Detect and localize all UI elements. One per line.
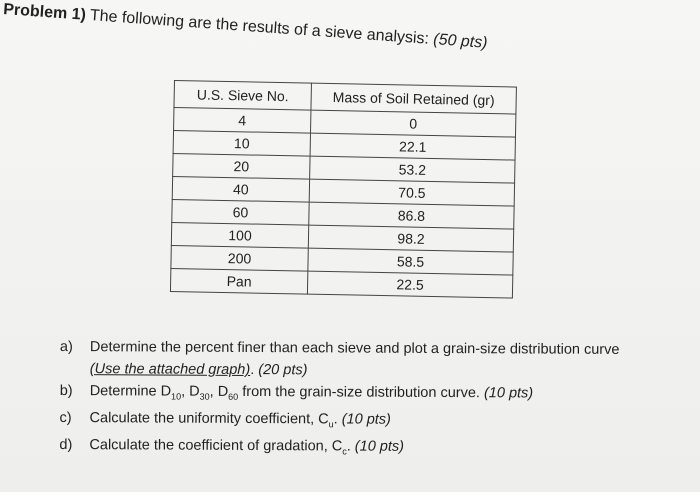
problem-points: (50 pts) [432,31,489,52]
question-text: . [333,411,342,428]
sieve-no-cell: 20 [173,153,310,179]
question-text: Calculate the coefficient of gradation, C [89,436,343,455]
attached-graph-link[interactable]: (Use the attached graph) [89,361,251,378]
question-points: (10 pts) [483,385,534,402]
mass-cell: 22.5 [307,271,512,298]
sieve-no-cell: 60 [172,199,309,225]
question-a-continued [60,358,620,383]
question-points: (20 pts) [258,362,308,379]
sieve-no-cell: 100 [171,222,308,248]
header-sieve-no: U.S. Sieve No. [174,81,311,111]
question-text: , D [181,383,200,400]
subscript: 60 [228,391,239,402]
problem-text: The following are the results of a sieve analysis: [89,7,430,48]
subscript: 10 [171,391,182,402]
mass-cell: 0 [311,110,516,137]
question-text: . [346,438,355,455]
question-list [59,336,619,464]
header-mass-retained: Mass of Soil Retained (gr) [311,83,516,114]
question-label: a) [59,338,73,356]
sieve-no-cell: 10 [173,131,310,157]
sieve-table [170,80,517,299]
mass-cell: 53.2 [310,156,515,183]
question-label: d) [59,436,73,453]
question-c [59,407,619,437]
question-points: (10 pts) [354,438,405,455]
subscript: u [328,419,334,430]
mass-cell: 58.5 [308,248,513,275]
problem-heading [3,0,488,54]
question-label: b) [59,382,73,400]
mass-cell: 98.2 [308,225,513,252]
question-text: Determine the percent finer than each sieve and plot a grain-size distribution curve [89,339,620,358]
subscript: c [342,446,347,457]
question-text: . [250,361,259,379]
mass-cell: 22.1 [310,133,515,160]
subscript: 30 [199,391,210,402]
sieve-no-cell: Pan [170,268,307,294]
question-text: , D [209,383,229,400]
mass-cell: 70.5 [309,179,514,206]
sieve-no-cell: 40 [172,176,309,202]
mass-cell: 86.8 [309,202,514,229]
sieve-no-cell: 4 [174,108,311,134]
problem-label: Problem 1) [2,0,87,24]
question-text: Determine D [89,383,172,400]
question-a [60,336,620,361]
sieve-no-cell: 200 [171,245,308,271]
question-d [59,434,619,464]
question-b [60,380,620,410]
question-points: (10 pts) [341,411,391,428]
question-text: from the grain-size distribution curve. [238,383,485,402]
question-text: Calculate the uniformity coefficient, C [89,410,329,428]
question-label: c) [59,409,72,426]
